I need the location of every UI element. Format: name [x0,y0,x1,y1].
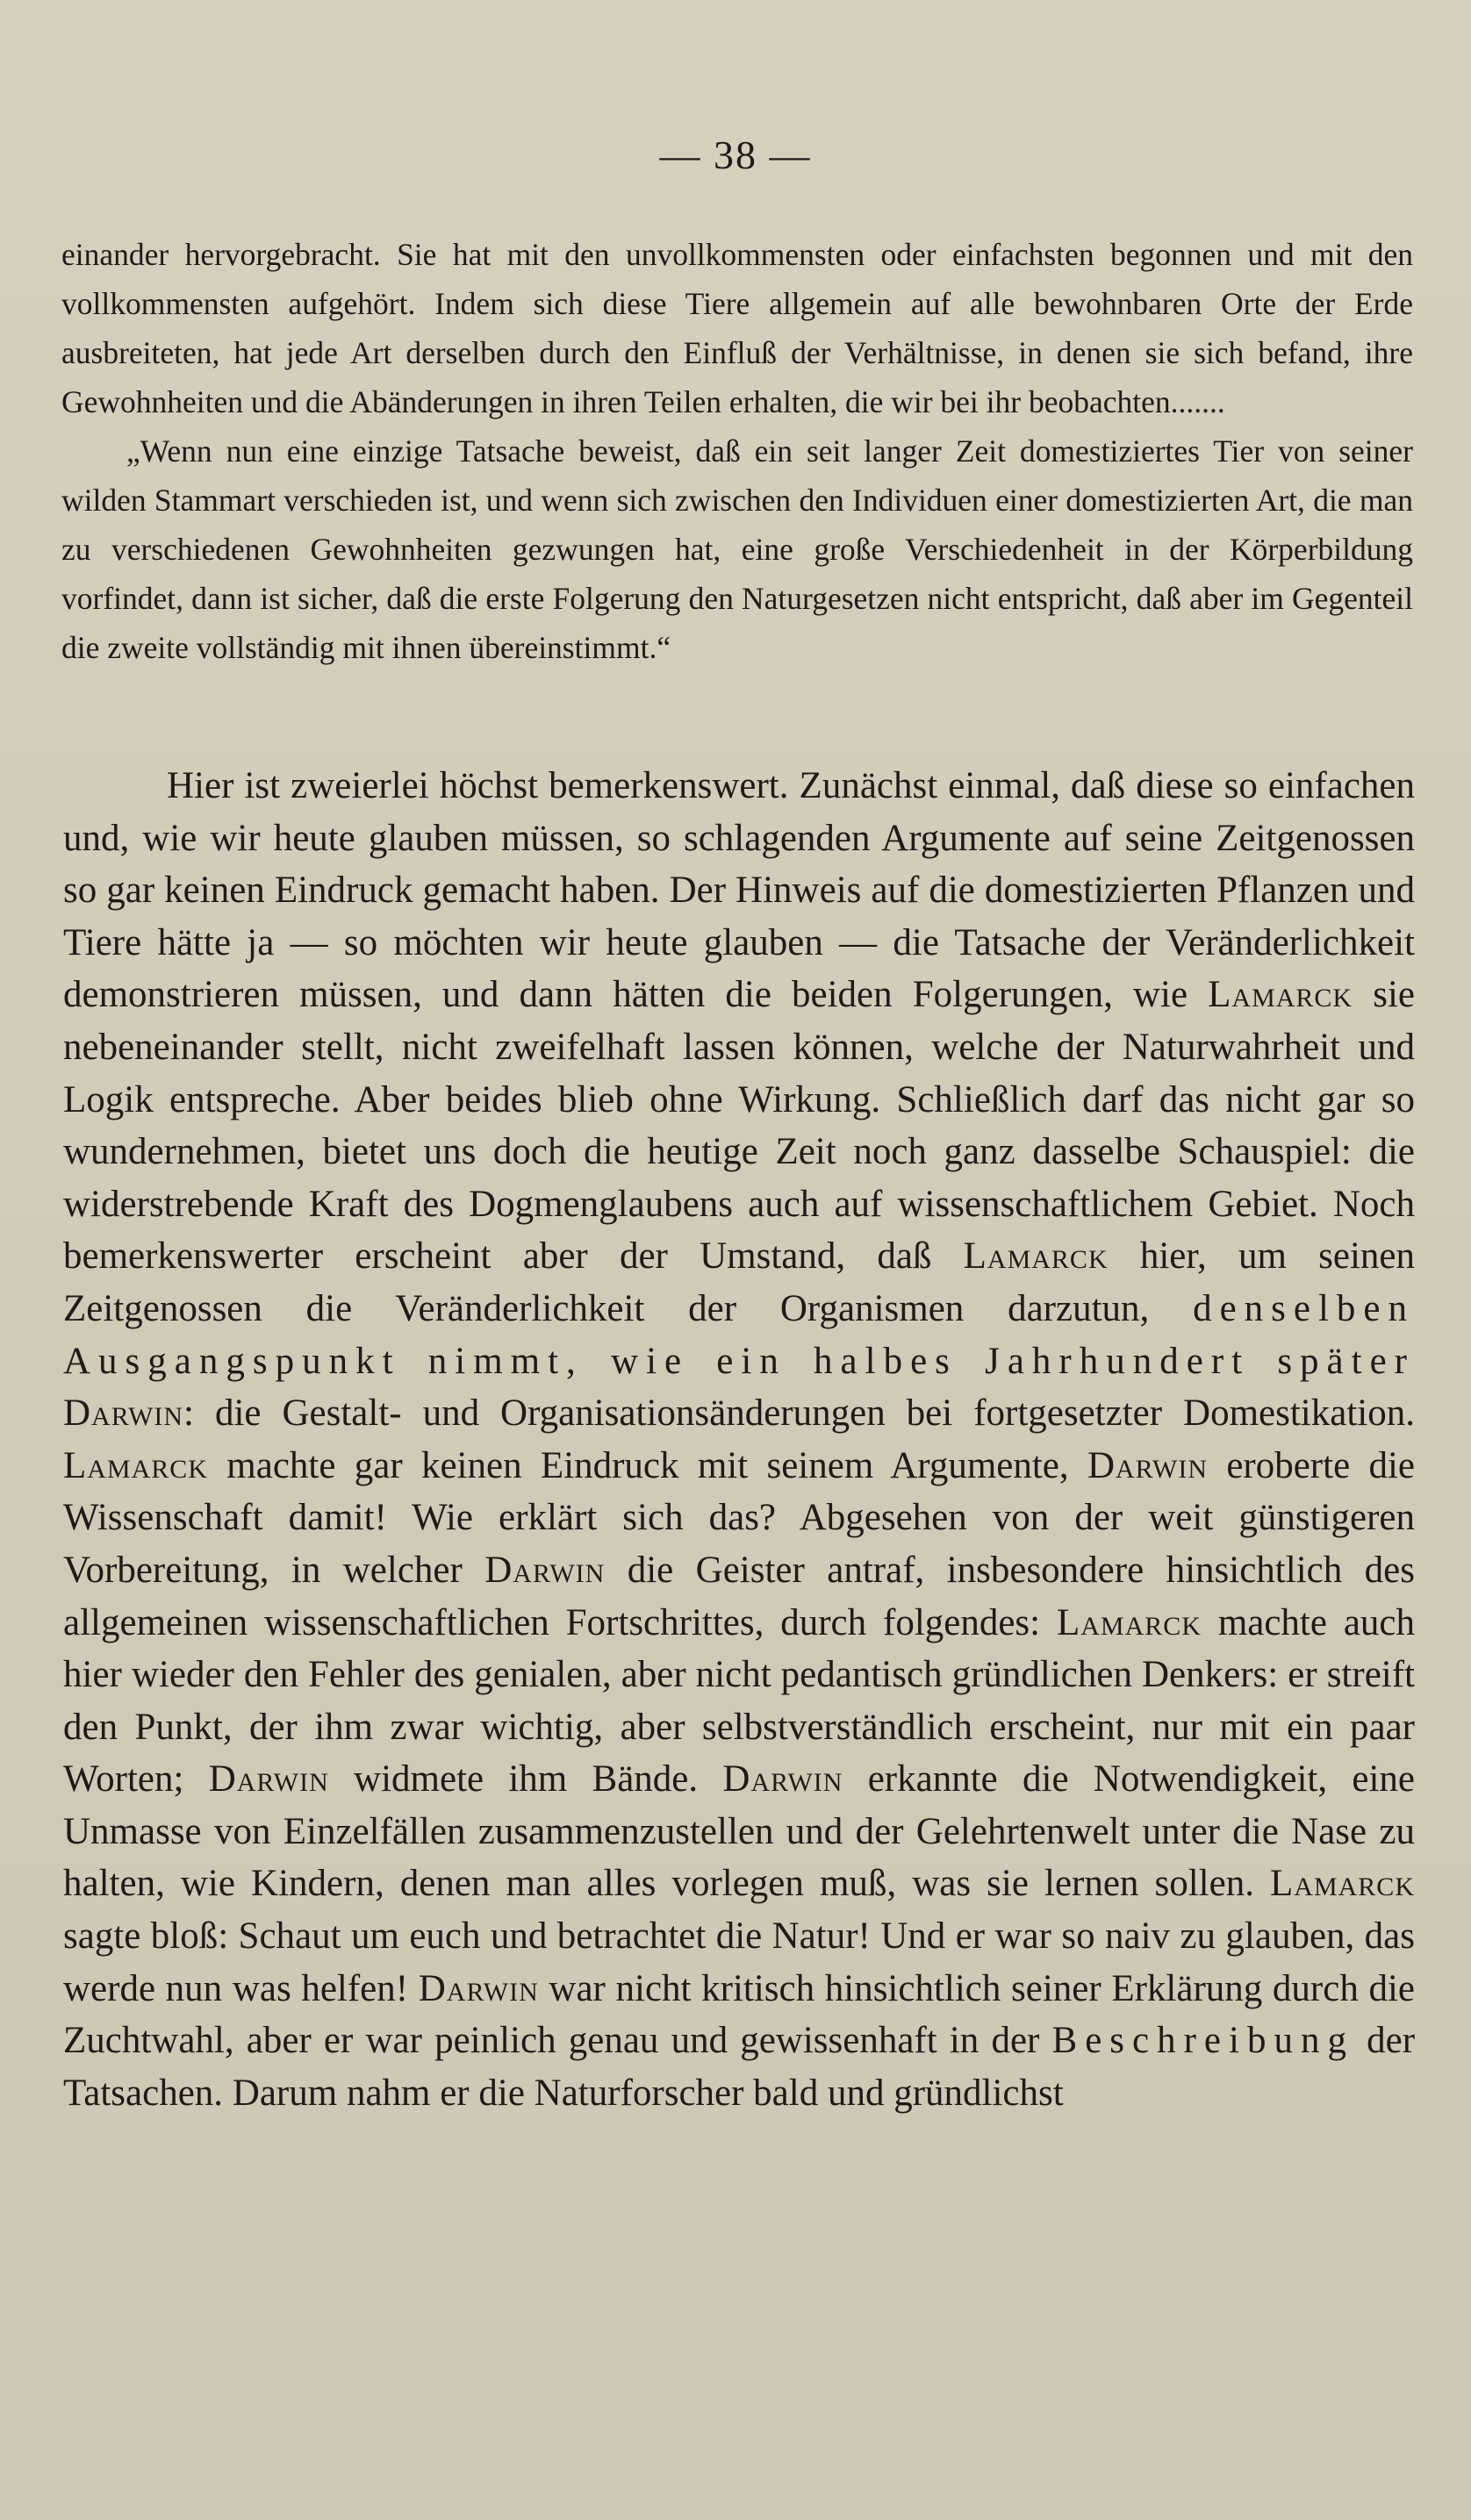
body-text: war nicht kritisch hinsichtlich seiner Erklärung durch die Zuchtwahl, aber er war peinlich genau und gewissenhaft in der [63,1967,1415,2062]
body-text: erkannte die Notwendigkeit, eine Unmasse von Einzelfällen zusammenzustellen und der Gelehrtenwelt unter die Nase zu halten, wie Kindern, denen man alles vorlegen muß, was sie lernen sollen. [63,1758,1415,1905]
page-number: — 38 — [659,132,812,177]
body-text: eroberte die Wissenschaft damit! Wie erklärt sich das? Abgesehen von der weit günstigeren Vorbereitung, in welcher [63,1444,1416,1591]
body-text: widmete ihm Bände. [328,1758,723,1801]
author-name-darwin: Darwin [484,1549,606,1591]
body-text: Hier ist zweierlei höchst bemerkenswert. Zunächst einmal, daß diese so einfachen und, wie wir heute glauben müssen, so schlagenden Argumente auf seine Zeitgenossen so gar keinen Eindruck gemacht haben. Der Hinweis auf die domestizierten Pflanzen und Tiere hätte ja — so möchten wir heute glauben — die Tatsache der Veränderlichkeit demonstrieren müssen, und dann hätten die beiden Folgerungen, wie [63,765,1415,1016]
body-paragraph [63,760,1415,2119]
author-name-lamarck: Lamarck [963,1235,1109,1278]
author-name-darwin: Darwin [63,1392,184,1435]
author-name-lamarck: Lamarck [1270,1863,1415,1905]
body-text: die Geister antraf, insbesondere hinsichtlich des allgemeinen wissenschaftlichen Fortschrittes, durch folgendes: [63,1549,1415,1643]
author-name-darwin: Darwin [418,1967,539,2009]
quote-paragraph: „Wenn nun eine einzige Tatsache beweist, daß ein seit langer Zeit domestiziertes Tier von seiner wilden Stammart verschieden ist, und wenn sich zwischen den Individuen einer domestizierten Art, die man zu verschiedenen Gewohnheiten gezwungen hat, eine große Verschiedenheit in der Körperbildung vorfindet, dann ist sicher, daß die erste Folgerung den Naturgesetzen nicht entspricht, daß aber im Gegenteil die zweite vollständig mit ihnen übereinstimmt.“ [61,433,1413,665]
body-text: machte auch hier wieder den Fehler des genialen, aber nicht pedantisch gründlichen Denkers: er streift den Punkt, der ihm zwar wichtig, aber selbstverständlich erscheint, nur mit ein paar Worten; [63,1601,1415,1801]
body-text: sagte bloß: Schaut um euch und betrachtet die Natur! Und er war so naiv zu glauben, das werde nun was helfen! [63,1915,1415,2009]
author-name-lamarck: Lamarck [1208,974,1353,1016]
quoted-passage [61,230,1413,672]
quote-paragraph: einander hervorgebracht. Sie hat mit den unvollkommensten oder einfachsten begonnen und mit den vollkommensten aufgehört. Indem sich diese Tiere allgemein auf alle bewohnbaren Orte der Erde ausbreiteten, hat jede Art derselben durch den Einfluß der Verhältnisse, in denen sie sich befand, ihre Gewohnheiten und die Abänderungen in ihren Teilen erhalten, die wir bei ihr beobachten....... [61,237,1413,419]
author-name-lamarck: Lamarck [63,1444,208,1486]
body-text: sie nebeneinander stellt, nicht zweifelhaft lassen können, welche der Naturwahrheit und Logik entspreche. Aber beides blieb ohne Wirkung. Schließlich darf das nicht gar so wundernehmen, bietet uns doch die heutige Zeit noch ganz dasselbe Schauspiel: die widerstrebende Kraft des Dogmenglaubens auch auf wissenschaftlichem Gebiet. Noch bemerkenswerter erscheint aber der Umstand, daß [63,974,1415,1278]
author-name-darwin: Darwin [208,1758,329,1801]
author-name-darwin: Darwin [1087,1444,1208,1486]
author-name-lamarck: Lamarck [1056,1601,1202,1643]
emphasized-text: denselben Ausgangspunkt nimmt, wie ein halbes Jahrhundert später [63,1287,1415,1382]
body-text: der Tatsachen. Darum nahm er die Naturforscher bald und gründlichst [63,2020,1416,2114]
body-text: hier, um seinen Zeitgenossen die Veränderlichkeit der Organismen darzutun, [63,1235,1415,1329]
emphasized-text: Beschreibung [1051,2020,1354,2062]
author-name-darwin: Darwin [722,1758,843,1801]
body-text: : die Gestalt- und Organisationsänderungen bei fortgesetzter Domestikation. [183,1392,1415,1435]
body-text: machte gar keinen Eindruck mit seinem Argumente, [207,1444,1087,1486]
